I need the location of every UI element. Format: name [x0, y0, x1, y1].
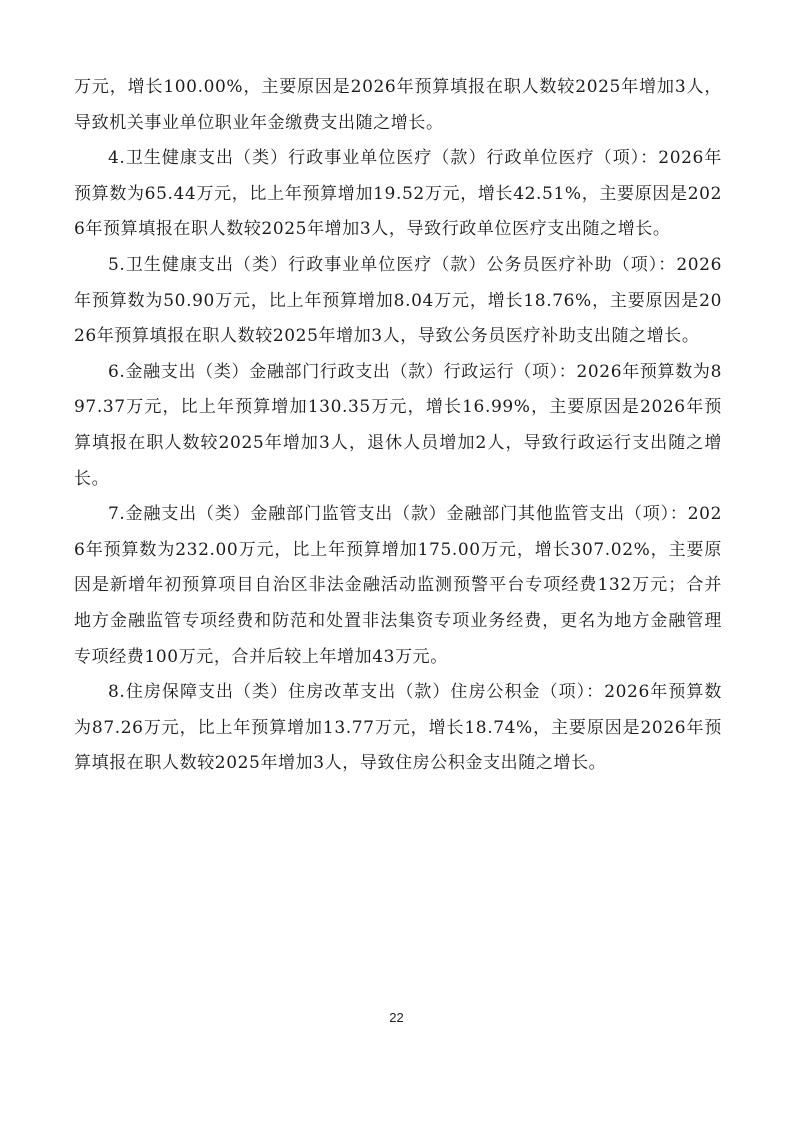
paragraph-item-8-housing-provident-fund: 8.住房保障支出（类）住房改革支出（款）住房公积金（项）：2026年预算数为87.26万元，比上年预算增加13.77万元，增长18.74%，主要原因是2026年预算填报在职人数较2025年增加3人，导致住房公积金支出随之增长。 [74, 682, 722, 774]
paragraph-item-5-civil-servant-medical-subsidy: 5.卫生健康支出（类）行政事业单位医疗（款）公务员医疗补助（项）：2026年预算数为50.90万元，比上年预算增加8.04万元，增长18.76%，主要原因是2026年预算填报在职人数较2025年增加3人，导致公务员医疗补助支出随之增长。 [74, 254, 722, 347]
paragraph-continuation: 万元，增长100.00%，主要原因是2026年预算填报在职人数较2025年增加3人，导致机关事业单位职业年金缴费支出随之增长。 [74, 77, 722, 133]
paragraph-item-7-finance-other-supervision: 7.金融支出（类）金融部门监管支出（款）金融部门其他监管支出（项）：2026年预算数为232.00万元，比上年预算增加175.00万元，增长307.02%，主要原因是新增年初预算项目自治区非法金融活动监测预警平台专项经费132万元；合并地方金融监管专项经费和防范和处置非法集资专项业务经费，更名为地方金融管理专项经费100万元，合并后较上年增加43万元。 [74, 504, 722, 667]
paragraph-item-6-finance-admin-operation: 6.金融支出（类）金融部门行政支出（款）行政运行（项）：2026年预算数为897.37万元，比上年预算增加130.35万元，增长16.99%，主要原因是2026年预算填报在职人数较2025年增加3人，退休人员增加2人，导致行政运行支出随之增长。 [74, 361, 722, 489]
document-body [74, 70, 722, 782]
page-number: 22 [389, 1010, 404, 1025]
paragraph-item-4-health-admin-medical: 4.卫生健康支出（类）行政事业单位医疗（款）行政单位医疗（项）：2026年预算数为65.44万元，比上年预算增加19.52万元，增长42.51%，主要原因是2026年预算填报在职人数较2025年增加3人，导致行政单位医疗支出随之增长。 [74, 148, 722, 240]
